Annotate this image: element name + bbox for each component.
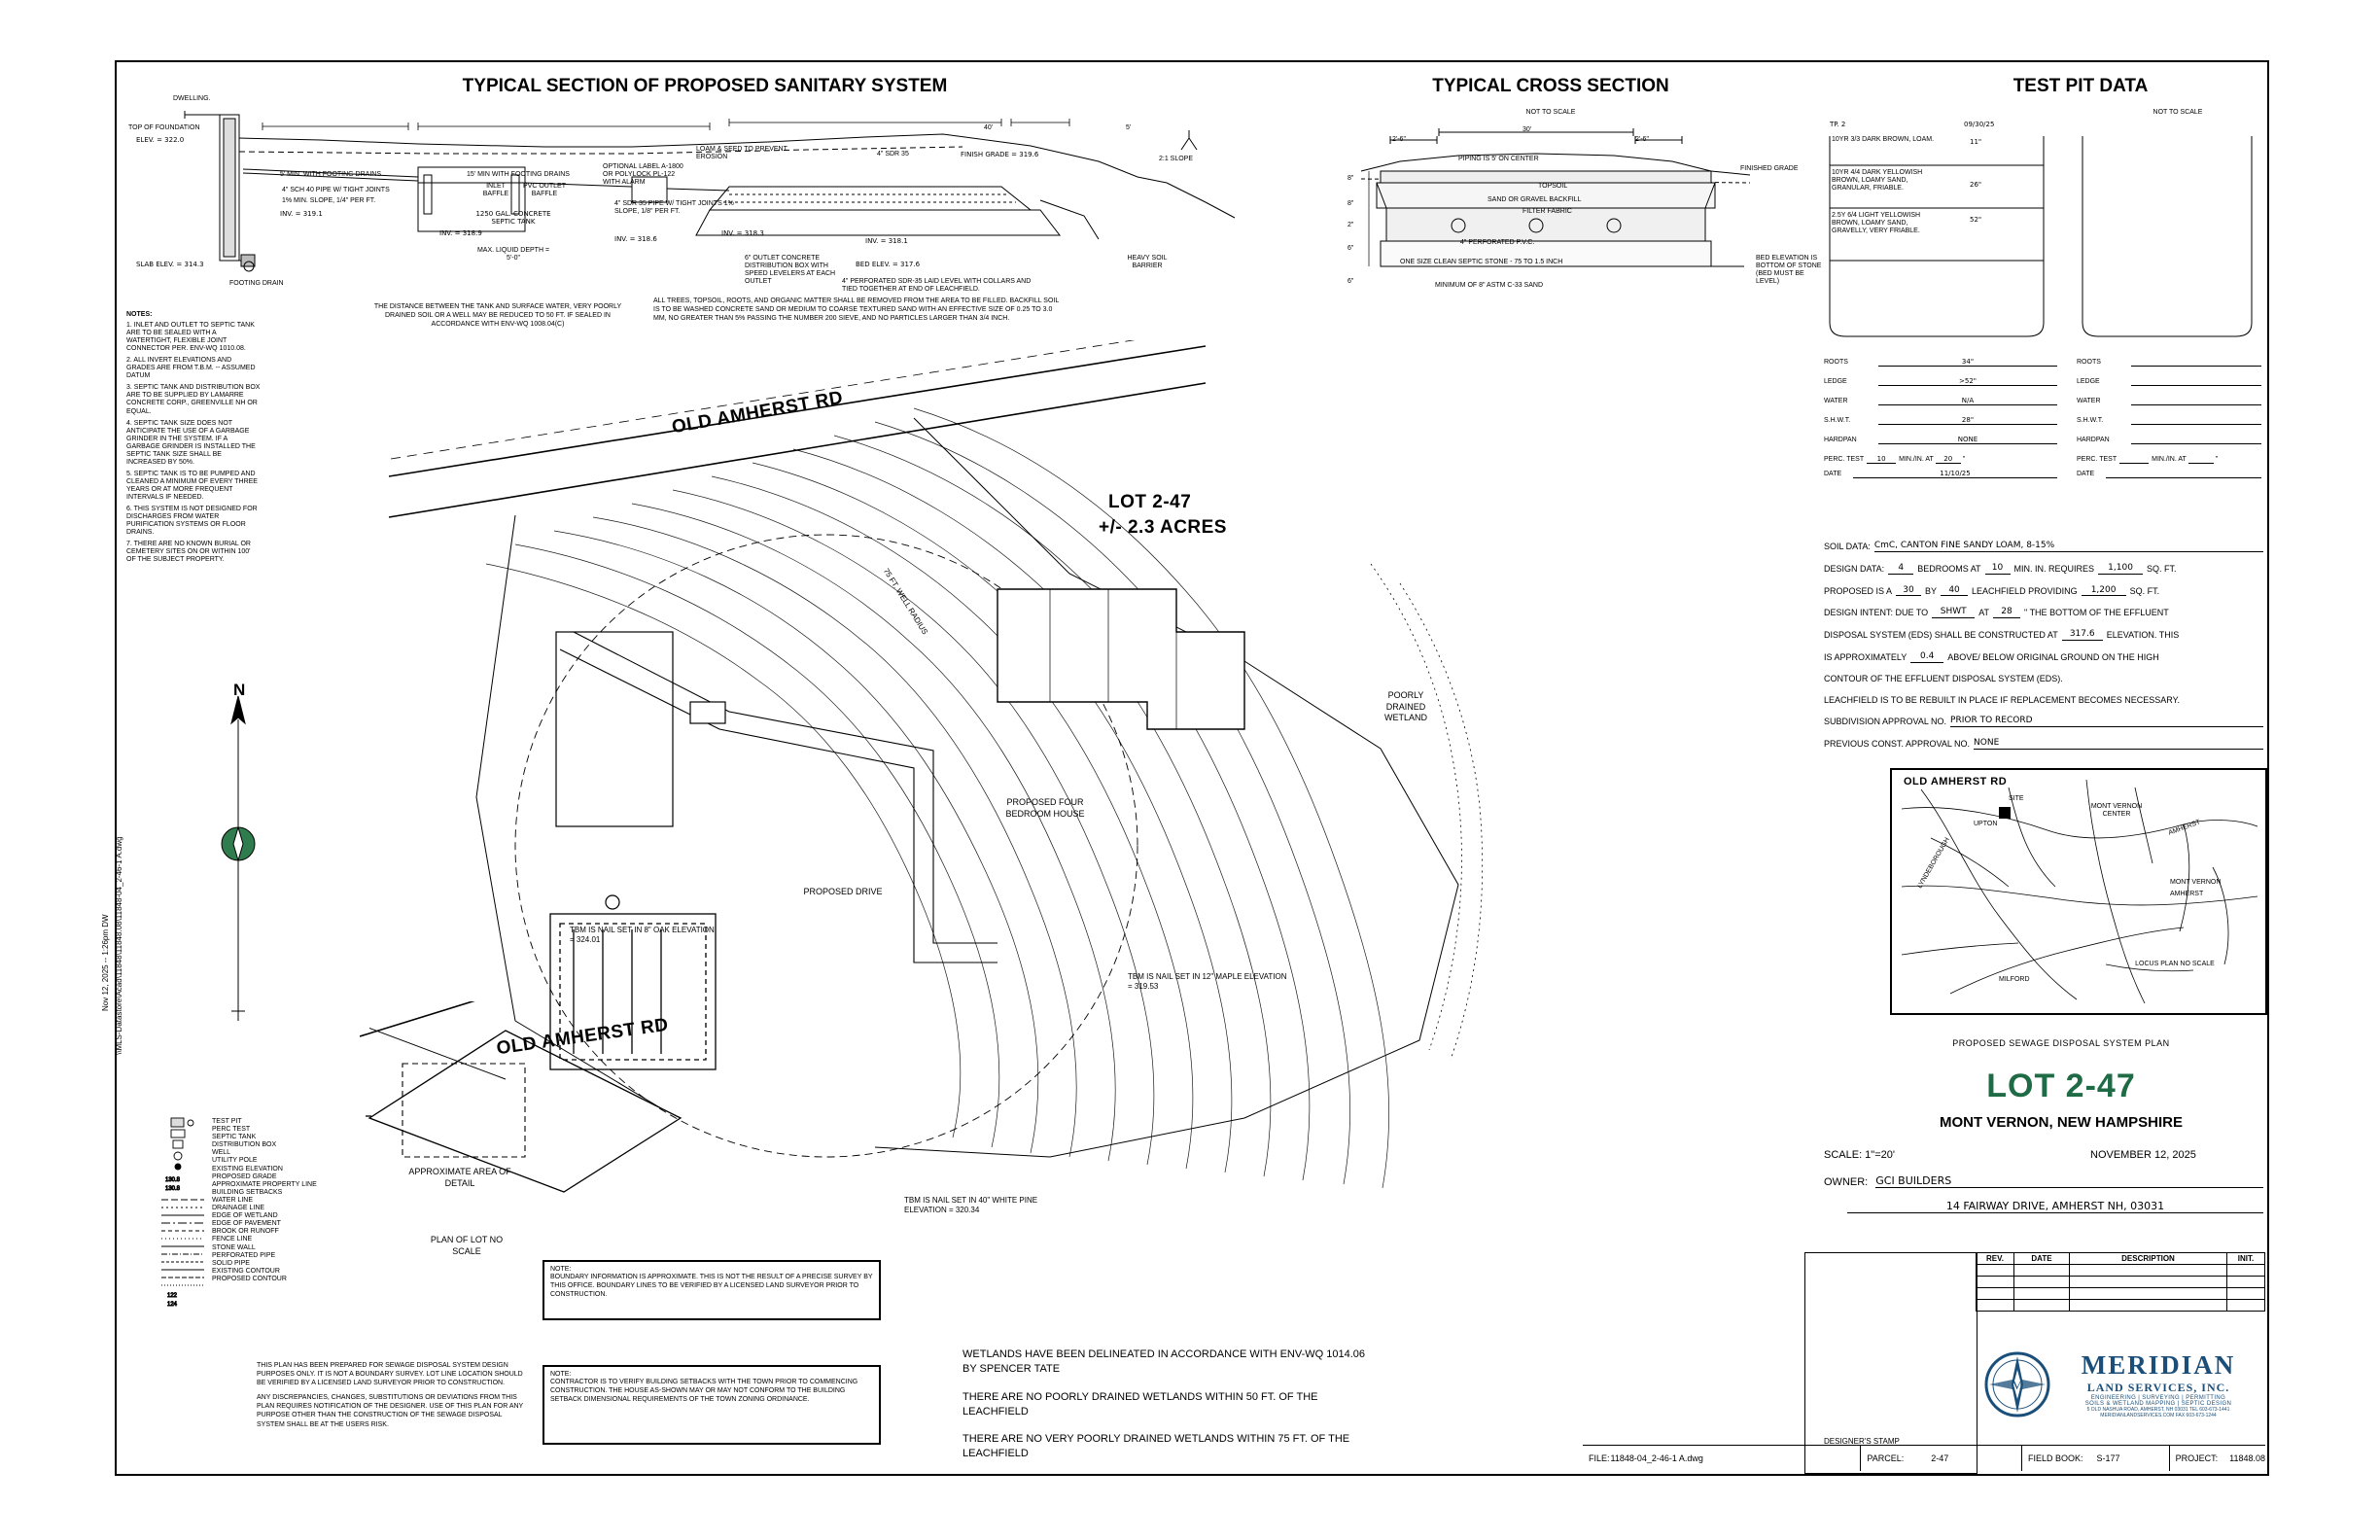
boundary-note-heading: NOTE: [550, 1266, 572, 1273]
boundary-note-text: BOUNDARY INFORMATION IS APPROXIMATE. THIS IS NOT THE RESULT OF A PRECISE SURVEY BY THIS OFFICE. BOUNDARY LINES TO BE VERIFIED BY A LICENSED LAND SURVEYOR PRIOR TO CONSTRUCTION. [550, 1274, 873, 1298]
design-value: PRIOR TO RECORD [1950, 716, 2263, 727]
design-value: 4 [1888, 563, 1913, 575]
design-label: LEACHFIELD IS TO BE REBUILT IN PLACE IF REPLACEMENT BECOMES NECESSARY. [1824, 694, 2180, 705]
locus-caption: LOCUS PLAN NO SCALE [2135, 961, 2215, 967]
plot-path: \\MLS-Datastore\Acad\11848\11848.08\11848-04_2-46-1 A.dwg [115, 836, 123, 1055]
cross-label-topsoil: TOPSOIL [1538, 183, 1568, 190]
compass-rose-logo [1983, 1350, 2051, 1418]
row-label: WATER [2077, 398, 2101, 405]
section-label-inv-3183: INV. = 318.3 [721, 229, 764, 237]
company-name-2: LAND SERVICES, INC. [2086, 1381, 2230, 1394]
perc-rate: 10 [1867, 455, 1896, 464]
legend-item: EXISTING ELEVATION [212, 1165, 283, 1172]
cross-section-title: TYPICAL CROSS SECTION [1432, 76, 1669, 96]
note-item: 5. SEPTIC TANK IS TO BE PUMPED AND CLEANED A MINIMUM OF EVERY THREE YEARS OR AT MORE FREQUENT INTERVALS IF NEEDED. [126, 470, 258, 501]
section-label-max-liquid: MAX. LIQUID DEPTH = 5'-0" [476, 247, 550, 262]
company-logo-block [1976, 1330, 2265, 1439]
rev-header: DATE [2014, 1253, 2070, 1265]
section-label-bed-elev: BED ELEV. = 317.6 [856, 261, 921, 268]
legend-item: EDGE OF PAVEMENT [212, 1220, 281, 1228]
table-row [1977, 1277, 2265, 1288]
cross-dim-1: 2'-6" [1392, 136, 1406, 143]
notes-block [126, 311, 261, 568]
row-label: S.H.W.T. [2077, 417, 2104, 425]
table-row [1977, 1300, 2265, 1312]
testpit-1-date: 09/30/25 [1964, 121, 1995, 128]
perc-units: MIN./IN. AT [1899, 456, 1934, 464]
sheet-info-strip [1583, 1445, 2265, 1471]
row-label: LEDGE [1824, 378, 1847, 386]
note-item: 2. ALL INVERT ELEVATIONS AND GRADES ARE FROM T.B.M. -- ASSUMED DATUM [126, 357, 256, 380]
testpit-1-strata-1: 10YR 3/3 DARK BROWN, LOAM. [1832, 136, 1935, 143]
design-value: CmC, CANTON FINE SANDY LOAM, 8-15% [1874, 541, 2263, 552]
testpit-1-depth-1: 11" [1970, 138, 1982, 146]
section-label-40ft: 40' [984, 124, 994, 131]
perc-rate [2119, 455, 2149, 464]
road-label-bottom: OLD AMHERST RD [495, 1014, 670, 1060]
design-label: DESIGN DATA: [1824, 563, 1885, 574]
section-label-top-of-foundation: TOP OF FOUNDATION [128, 124, 200, 131]
cross-dim-8b: 8" [1348, 200, 1354, 207]
design-value2: 40 [1941, 585, 1968, 597]
section-label-sdr35-joints: 4" SDR 35 PIPE W/ TIGHT JOINTS 1% SLOPE, 1/8" PER FT. [614, 200, 734, 216]
wetlands-notes [962, 1348, 1371, 1461]
disclaimer-text-2: ANY DISCREPANCIES, CHANGES, SUBSTITUTIONS OR DEVIATIONS FROM THIS PLAN REQUIRES NOTIFICATION OF THE DESIGNER. USE OF THIS PLAN FOR ANY PURPOSE OTHER THAN THE CONSTRUCTION OF THE SEWAGE DISPOSAL SYSTEM SHALL BE AT THE USERS RISK. [257, 1394, 524, 1428]
legend [156, 1116, 350, 1311]
cross-label-septic-stone: ONE SIZE CLEAN SEPTIC STONE - 75 TO 1.5 INCH [1400, 259, 1563, 265]
section-label-dbox: 6" OUTLET CONCRETE DISTRIBUTION BOX WITH SPEED LEVELERS AT EACH OUTLET [745, 255, 836, 286]
fieldbook-cell: FIELD BOOK: S-177 [2022, 1446, 2170, 1471]
plan-of-lot-label: PLAN OF LOT NO SCALE [430, 1235, 504, 1256]
cross-label-finished-grade: FINISHED GRADE [1740, 165, 1799, 172]
section-note-tank-distance: THE DISTANCE BETWEEN THE TANK AND SURFACE WATER, VERY POORLY DRAINED SOIL OR A WELL MAY BE REDUCED TO 50 FT. IF SEALED IN ACCORDANCE WITH ENV-WQ 1008.04(C) [373, 303, 622, 328]
test-pit-title: TEST PIT DATA [2012, 76, 2149, 96]
cross-label-filter-fabric: FILTER FABRIC [1522, 208, 1572, 215]
locus-place: MILFORD [1999, 976, 2030, 983]
note-item: 7. THERE ARE NO KNOWN BURIAL OR CEMETERY SITES ON OR WITHIN 100' OF THE SUBJECT PROPERTY. [126, 541, 251, 564]
design-label: CONTOUR OF THE EFFLUENT DISPOSAL SYSTEM (EDS). [1824, 673, 2063, 683]
notes-heading: NOTES: [126, 311, 153, 318]
row-label: WATER [1824, 398, 1848, 405]
proposed-house-label: PROPOSED FOUR BEDROOM HOUSE [1005, 797, 1085, 819]
design-label: DESIGN INTENT: DUE TO [1824, 608, 1929, 618]
lot-title: LOT 2-47 [1986, 1068, 2136, 1104]
note-item: 1. INLET AND OUTLET TO SEPTIC TANK ARE TO BE SEALED WITH A WATERTIGHT, FLEXIBLE JOINT CONNECTOR PER. ENV-WQ 1010.08. [126, 322, 255, 353]
designer-stamp-label: DESIGNER'S STAMP [1824, 1437, 1900, 1446]
legend-item: SOLID PIPE [212, 1259, 250, 1267]
row-label: ROOTS [1824, 359, 1848, 366]
locus-place: AMHERST [2170, 891, 2204, 897]
legend-item: SEPTIC TANK [212, 1134, 257, 1141]
note-item: 4. SEPTIC TANK SIZE DOES NOT ANTICIPATE THE USE OF A GARBAGE GRINDER IN THE SYSTEM. IF A GARBAGE GRINDER IS INSTALLED THE SEPTIC TANK SIZE SHALL BE INCREASED BY 50%. [126, 419, 256, 466]
proposed-drive-label: PROPOSED DRIVE [803, 887, 883, 896]
plot-stamp [101, 700, 110, 1011]
perc-label: PERC. TEST [2077, 456, 2118, 464]
row-value: N/A [1878, 397, 2057, 405]
contractor-note-heading: NOTE: [550, 1371, 572, 1378]
legend-item: WATER LINE [212, 1196, 254, 1204]
disclaimer-box [251, 1357, 531, 1433]
legend-item: DISTRIBUTION BOX [212, 1141, 277, 1149]
perc-depth-unit: " [2215, 456, 2219, 464]
contractor-note-text: CONTRACTOR IS TO VERIFY BUILDING SETBACKS WITH THE TOWN PRIOR TO COMMENCING CONSTRUCTION. THE HOUSE AS-SHOWN MAY OR MAY NOT CONFORM TO THE BUILDING SETBACK DIMENSIONAL REQUIREMENTS OF THE TOWN ZONING ORDINANCE. [550, 1379, 858, 1403]
section-label-5ft: 5' [1126, 124, 1132, 131]
note-item: 6. THIS SYSTEM IS NOT DESIGNED FOR DISCHARGES FROM WATER PURIFICATION SYSTEMS OR FLOOR DRAINS. [126, 506, 258, 537]
section-label-perf-pipe: 4" PERFORATED SDR-35 LAID LEVEL WITH COLLARS AND TIED TOGETHER AT END OF LEACHFIELD. [842, 278, 1032, 294]
svg-text:124: 124 [167, 1302, 178, 1308]
cross-label-astm-sand: MINIMUM OF 8" ASTM C-33 SAND [1435, 282, 1543, 289]
lot-number-label: LOT 2-47 [1108, 492, 1192, 512]
locus-place: MONT VERNON CENTER [2090, 803, 2143, 819]
legend-item: STONE WALL [212, 1243, 256, 1251]
svg-text:130.8: 130.8 [165, 1177, 181, 1183]
section-label-finish-grade: FINISH GRADE = 319.6 [961, 151, 1039, 158]
locus-site-marker [1999, 807, 2011, 819]
locus-plan [1890, 768, 2267, 1015]
row-label: LEDGE [2077, 378, 2100, 386]
date-label: NOVEMBER 12, 2025 [2090, 1149, 2196, 1161]
legend-item: PERFORATED PIPE [212, 1251, 276, 1259]
testpit-1-name: TP. 2 [1830, 121, 1846, 128]
cross-dim-2in: 2" [1348, 222, 1354, 228]
design-value: 317.6 [2062, 629, 2103, 641]
date-label: DATE [1824, 471, 1842, 478]
boundary-note-box [542, 1260, 881, 1320]
design-value2: 10 [1985, 563, 2011, 575]
legend-item: EXISTING CONTOUR [212, 1267, 280, 1275]
design-value2: 28 [1993, 607, 2020, 618]
section-label-tank: 1250 GAL. CONCRETE SEPTIC TANK [475, 210, 551, 227]
cross-label-backfill: SAND OR GRAVEL BACKFILL [1488, 196, 1582, 203]
testpit-1-rows [1824, 358, 2057, 478]
section-label-15min: 15' MIN WITH FOOTING DRAINS [467, 171, 570, 178]
svg-text:130.8: 130.8 [165, 1186, 181, 1192]
company-tagline-2: SOILS & WETLAND MAPPING | SEPTIC DESIGN [2084, 1401, 2232, 1407]
wetlands-note: THERE ARE NO VERY POORLY DRAINED WETLANDS WITHIN 75 FT. OF THE LEACHFIELD [962, 1433, 1350, 1460]
section-label-5min: 5' MIN. WITH FOOTING DRAINS [280, 171, 382, 178]
row-value: 34" [1878, 358, 2057, 367]
row-value [2131, 416, 2261, 425]
design-label: SUBDIVISION APPROVAL NO. [1824, 717, 1947, 727]
section-label-inlet-baffle: INLET BAFFLE [482, 183, 509, 198]
cross-label-bed-elev: BED ELEVATION IS BOTTOM OF STONE (BED MUST BE LEVEL) [1756, 255, 1822, 286]
legend-item: FENCE LINE [212, 1236, 253, 1243]
row-value [2131, 436, 2261, 444]
row-value: NONE [1878, 436, 2057, 444]
row-value: >52" [1878, 377, 2057, 386]
locus-site-label: SITE [2009, 795, 2024, 802]
parcel-cell: PARCEL: 2-47 [1861, 1446, 2022, 1471]
design-value: 30 [1896, 585, 1921, 597]
design-value: NONE [1974, 738, 2263, 750]
tbm-2-label: TBM IS NAIL SET IN 12" MAPLE ELEVATION = 319.53 [1128, 972, 1287, 992]
north-label: N [233, 681, 246, 699]
lot-acreage-label: +/- 2.3 ACRES [1099, 517, 1227, 538]
design-value: SHWT [1932, 607, 1975, 618]
design-mid: ELEVATION. THIS [2106, 630, 2180, 641]
cross-dim-2: 2'-6" [1635, 136, 1649, 143]
legend-item: WELL [212, 1149, 231, 1157]
tbm-3-label: TBM IS NAIL SET IN 40" WHITE PINE ELEVATION = 320.34 [904, 1196, 1038, 1215]
design-mid2: LEACHFIELD PROVIDING [1972, 585, 2078, 596]
date-value [2106, 470, 2261, 478]
locus-place: LYNDEBOROUGH [1916, 836, 1951, 891]
design-label: DISPOSAL SYSTEM (EDS) SHALL BE CONSTRUCTED AT [1824, 630, 2058, 641]
testpit-2-profile [2077, 132, 2261, 346]
disclaimer-text: THIS PLAN HAS BEEN PREPARED FOR SEWAGE DISPOSAL SYSTEM DESIGN PURPOSES ONLY. IT IS NOT A BOUNDARY SURVEY. LOT LINE LOCATION SHOULD BE VERIFIED BY A LICENSED LAND SURVEYOR PRIOR TO CONSTRUCTION. [257, 1362, 523, 1387]
section-label-sdr35: 4" SDR 35 [877, 151, 909, 158]
locus-place: MONT VERNON [2170, 879, 2222, 886]
company-name: MERIDIAN [2081, 1350, 2236, 1380]
date-value: 11/10/25 [1853, 470, 2057, 478]
perc-label: PERC. TEST [1824, 456, 1865, 464]
legend-item: BUILDING SETBACKS [212, 1188, 283, 1196]
section-label-loam-seed: LOAM & SEED TO PREVENT EROSION [696, 146, 788, 161]
design-mid2: " THE BOTTOM OF THE EFFLUENT [2024, 608, 2169, 618]
plot-date: Nov 12, 2025 -- 1:26pm DW [101, 914, 110, 1011]
road-label-top: OLD AMHERST RD [670, 387, 845, 438]
testpit-1-profile [1824, 132, 2057, 346]
design-label: PROPOSED IS A [1824, 585, 1893, 596]
locus-place: AMHERST [2167, 819, 2202, 837]
note-item: 3. SEPTIC TANK AND DISTRIBUTION BOX ARE TO BE SUPPLIED BY LAMARRE CONCRETE CORP., GREENVILLE NH OR EQUAL. [126, 384, 261, 415]
wetland-label: POORLY DRAINED WETLAND [1383, 690, 1427, 723]
design-suffix: SQ. FT. [2129, 585, 2160, 596]
design-data-block [1824, 541, 2263, 750]
legend-item: EDGE OF WETLAND [212, 1212, 278, 1220]
section-title: TYPICAL SECTION OF PROPOSED SANITARY SYSTEM [462, 76, 948, 96]
testpit-1-depth-3: 52" [1970, 216, 1982, 224]
rev-header: REV. [1977, 1253, 2014, 1265]
testpit-nts: NOT TO SCALE [2152, 109, 2203, 116]
section-label-slab-elev: SLAB ELEV. = 314.3 [136, 261, 204, 268]
section-note-trees: ALL TREES, TOPSOIL, ROOTS, AND ORGANIC MATTER SHALL BE REMOVED FROM THE AREA TO BE FILLED. BACKFILL SOIL IS TO BE WASHED CONCRETE SAND OR MEDIUM TO COARSE TEXTURED SAND WITH AN EFFECTIVE SIZE OF 0.25 TO 3.0 MM, NO GREATER THAN 5% PASSING THE NUMBER 200 SIEVE, AND NO PARTICLES LARGER THAN 3/4 INCH. [653, 298, 1060, 322]
legend-item: PROPOSED CONTOUR [212, 1275, 287, 1282]
legend-item: UTILITY POLE [212, 1157, 258, 1165]
cross-section-nts: NOT TO SCALE [1525, 109, 1576, 116]
design-value3: 1,200 [2082, 585, 2126, 597]
perc-depth: 20 [1936, 455, 1961, 464]
company-tagline: ENGINEERING | SURVEYING | PERMITTING [2090, 1395, 2226, 1401]
table-row [1977, 1265, 2265, 1277]
perc-depth [2188, 455, 2214, 464]
north-arrow [204, 681, 272, 1040]
design-label: SOIL DATA: [1824, 542, 1871, 551]
legend-item: DRAINAGE LINE [212, 1205, 265, 1212]
section-label-footing-drain: FOOTING DRAIN [229, 280, 284, 287]
date-label: DATE [2077, 471, 2095, 478]
design-suffix: SQ. FT. [2147, 563, 2177, 574]
table-row [1977, 1288, 2265, 1300]
design-mid: BEDROOMS AT [1917, 563, 1981, 574]
perc-units: MIN./IN. AT [2152, 456, 2187, 464]
svg-text:M: M [2011, 1379, 2024, 1393]
row-label: S.H.W.T. [1824, 417, 1851, 425]
design-mid2: MIN. IN. REQUIRES [2013, 563, 2095, 574]
perc-depth-unit: " [1962, 456, 1966, 464]
design-value3: 1,100 [2098, 563, 2143, 575]
project-cell: PROJECT: 11848.08 [2175, 1453, 2265, 1463]
owner-value: GCI BUILDERS [1875, 1174, 2263, 1188]
section-label-inv-3181: INV. = 318.1 [865, 237, 908, 245]
section-label-foundation-elev: ELEV. = 322.0 [136, 136, 185, 144]
file-cell: FILE: 11848-04_2-46-1 A.dwg [1583, 1446, 1861, 1471]
section-label-slope: 2:1 SLOPE [1159, 156, 1194, 162]
locus-road-label: OLD AMHERST RD [1904, 776, 2008, 788]
design-mid: ABOVE/ BELOW ORIGINAL GROUND ON THE HIGH [1947, 651, 2159, 662]
design-label: IS APPROXIMATELY [1824, 651, 1908, 662]
row-value: 28" [1878, 416, 2057, 425]
legend-item: PROPOSED GRADE [212, 1172, 277, 1180]
contractor-note-box [542, 1365, 881, 1445]
section-label-inv-3186: INV. = 318.6 [614, 235, 657, 243]
section-label-sch40: 4" SCH 40 PIPE W/ TIGHT JOINTS [282, 187, 390, 193]
row-label: HARDPAN [1824, 437, 1857, 444]
town-title: MONT VERNON, NEW HAMPSHIRE [1939, 1114, 2183, 1131]
scale-label: SCALE: 1"=20' [1824, 1149, 1895, 1161]
design-label: PREVIOUS CONST. APPROVAL NO. [1824, 739, 1971, 750]
cross-dim-6b: 6" [1348, 278, 1354, 285]
svg-text:122: 122 [167, 1293, 178, 1299]
well-radius-label: 75 FT. WELL RADIUS [881, 566, 929, 637]
section-label-inv-3191: INV. = 319.1 [280, 210, 323, 218]
row-value [2131, 358, 2261, 367]
cross-label-piping: PIPING IS 5' ON CENTER [1458, 156, 1539, 162]
row-label: HARDPAN [2077, 437, 2110, 444]
cross-dim-8a: 8" [1348, 175, 1354, 182]
row-value [2131, 377, 2261, 386]
design-mid: BY [1925, 585, 1938, 596]
legend-item: BROOK OR RUNOFF [212, 1228, 279, 1236]
testpit-1-strata-3: 2.5Y 6/4 LIGHT YELLOWISH BROWN, LOAMY SAND, GRAVELLY, VERY FRIABLE. [1832, 212, 1921, 235]
row-label: ROOTS [2077, 359, 2101, 366]
rev-header: INIT. [2227, 1253, 2265, 1265]
locus-place: UPTON [1974, 821, 1998, 827]
plan-caption: PROPOSED SEWAGE DISPOSAL SYSTEM PLAN [1952, 1038, 2170, 1048]
legend-item: APPROXIMATE PROPERTY LINE [212, 1180, 317, 1188]
company-address: 5 OLD NASHUA ROAD, AMHERST, NH 03031 TEL 603-673-1441 [2086, 1407, 2230, 1413]
section-label-optional-label: OPTIONAL LABEL A-1800 OR POLYLOCK PL-122 WITH ALARM [603, 163, 683, 187]
owner-label: OWNER: [1824, 1176, 1869, 1188]
wetlands-note: THERE ARE NO POORLY DRAINED WETLANDS WITHIN 50 FT. OF THE LEACHFIELD [962, 1390, 1318, 1418]
legend-item: PERC TEST [212, 1126, 251, 1134]
company-address-2: MERIDIANLANDSERVICES.COM FAX 603-673-1244 [2100, 1413, 2217, 1418]
owner-row [1824, 1174, 2263, 1188]
testpit-2-rows [2077, 358, 2261, 478]
detail-area-label: APPROXIMATE AREA OF DETAIL [408, 1167, 511, 1188]
owner-address: 14 FAIRWAY DRIVE, AMHERST NH, 03031 [1847, 1200, 2263, 1213]
section-label-slope-ft: 1% MIN. SLOPE, 1/4" PER FT. [282, 197, 376, 204]
wetlands-note: WETLANDS HAVE BEEN DELINEATED IN ACCORDANCE WITH ENV-WQ 1014.06 BY SPENCER TATE [962, 1348, 1366, 1375]
tbm-1-label: TBM IS NAIL SET IN 8" OAK ELEVATION = 324.01 [570, 926, 715, 945]
design-value: 0.4 [1910, 651, 1943, 663]
revision-table [1976, 1252, 2265, 1312]
rev-header: DESCRIPTION [2070, 1253, 2227, 1265]
design-mid: AT [1978, 608, 1990, 618]
cross-dim-6a: 6" [1348, 245, 1354, 252]
cross-dim-30: 30' [1522, 126, 1532, 133]
section-label-pvc-outlet: PVC OUTLET BAFFLE [523, 183, 566, 198]
testpit-1-depth-2: 26" [1970, 181, 1982, 189]
testpit-1-strata-2: 10YR 4/4 DARK YELLOWISH BROWN, LOAMY SAND, GRANULAR, FRIABLE. [1832, 169, 1923, 192]
section-label-inv-3189: INV. = 318.9 [439, 229, 482, 237]
cross-label-perf-pvc: 4" PERFORATED P.V.C. [1460, 239, 1535, 246]
legend-item: TEST PIT [212, 1118, 242, 1125]
section-label-soil-barrier: HEAVY SOIL BARRIER [1127, 255, 1168, 270]
section-label-dwelling: DWELLING. [173, 95, 211, 102]
row-value [2131, 397, 2261, 405]
